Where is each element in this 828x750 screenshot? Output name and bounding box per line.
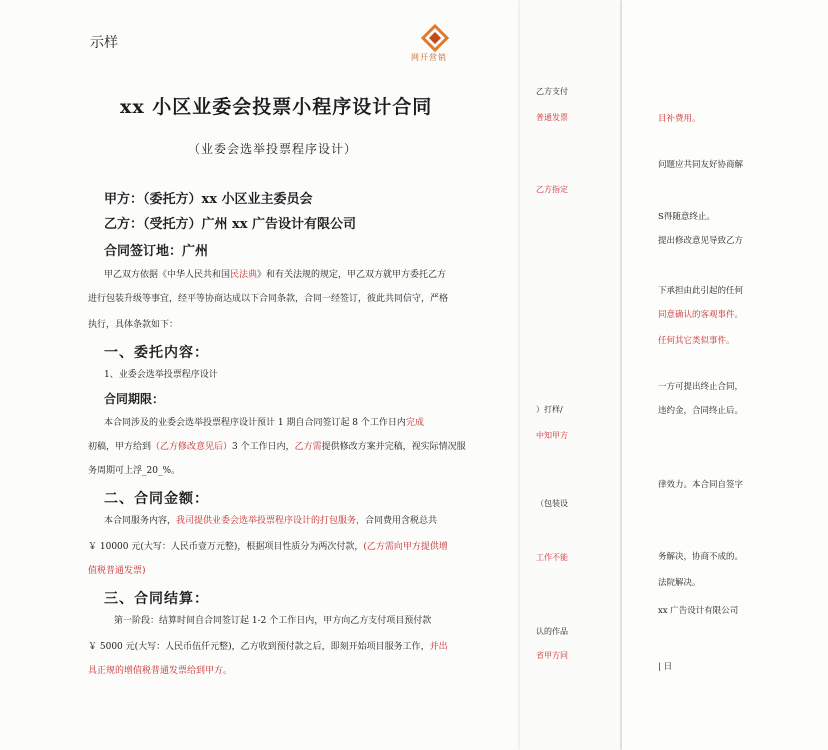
section-1-heading: 一、委托内容： (104, 345, 209, 361)
settle-line-3: 具正规的增值税普通发票给到甲方。 (88, 666, 233, 676)
amount-line-3: 值税普通发票) (88, 566, 146, 576)
fragment-text: 下承担由此引起的任何 (658, 286, 744, 296)
section-1-item: 1、业委会选举投票程序设计 (104, 370, 218, 380)
section-2-heading: 二、合同金额： (104, 491, 209, 507)
fragment-text: | 日 (658, 662, 673, 672)
fragment-text: 同意确认的客观事件。 (658, 310, 744, 320)
fragment-text: S得随意终止。 (658, 212, 715, 222)
fragment-text: 中知甲方 (536, 431, 568, 440)
settle-line-1: 第一阶段：结算时间自合同签订起 1-2 个工作日内，甲方向乙方支付项目预付款 (114, 616, 432, 626)
fragment-text: 一方可提出终止合同， (658, 382, 744, 392)
fragment-text: 工作不能 (536, 553, 568, 562)
fragment-text: 省甲方同 (536, 651, 568, 660)
fragment-text: 目补费用。 (658, 114, 701, 124)
fragment-text: 乙方支付 (536, 87, 568, 96)
fragment-text: ）打样/ (536, 405, 563, 414)
section-3-heading: 三、合同结算： (104, 591, 209, 607)
party-a: 甲方：（委托方）xx 小区业主委员会 (104, 192, 313, 207)
sample-label: 示样 (90, 35, 118, 51)
fragment-text: 律效力。本合同自签字 (658, 480, 744, 490)
period-heading: 合同期限： (104, 392, 165, 406)
intro-line-2: 进行包装升级等事宜，经平等协商达成以下合同条款，合同一经签订，彼此共同信守，严格 (88, 294, 449, 304)
settle-line-2: ￥ 5000 元(大写：人民币伍仟元整)，乙方收到预付款之后，即刻开始项目服务工作，并出 (88, 642, 448, 652)
contract-subtitle: （业委会选举投票程序设计） (188, 142, 358, 156)
fragment-text: 问题应共同友好协商解 (658, 160, 744, 170)
contract-title: xx 小区业委会投票小程序设计合同 (120, 96, 433, 118)
period-line-1: 本合同涉及的业委会选举投票程序设计预计 1 期自合同签订起 8 个工作日内完成 (104, 418, 424, 428)
fragment-text: 任何其它类似事件。 (658, 336, 735, 346)
period-line-2: 初稿，甲方给到（乙方修改意见后）3 个工作日内，乙方需提供修改方案并完稿，视实际情况服 (88, 442, 466, 452)
amount-line-1: 本合同服务内容，我司提供业委会选举投票程序设计的打包服务，合同费用含税总共 (104, 516, 438, 526)
company-logo-icon (420, 24, 450, 54)
logo-text: 网开营销 (411, 53, 447, 62)
intro-line-1: 甲乙双方依据《中华人民共和国民法典》和有关法规的规定，甲乙双方就甲方委托乙方 (104, 270, 447, 280)
fragment-text: 务解决，协商不成的。 (658, 552, 744, 562)
fragment-text: 法院解决。 (658, 578, 701, 588)
contract-page-2-fragment (520, 0, 620, 750)
contract-page-3-fragment (622, 0, 828, 750)
intro-line-3: 执行，具体条款如下： (88, 320, 179, 330)
fragment-text: 违约金，合同终止后。 (658, 406, 744, 416)
period-line-3: 务周期可上浮_20_%。 (88, 466, 181, 476)
fragment-text: （包装设 (536, 499, 568, 508)
fragment-text: 普通发票 (536, 113, 568, 122)
fragment-text: xx 广告设计有限公司 (658, 606, 739, 616)
party-b: 乙方：（受托方）广州 xx 广告设计有限公司 (104, 217, 357, 232)
fragment-text: 乙方指定 (536, 185, 568, 194)
amount-line-2: ￥ 10000 元(大写：人民币壹万元整)，根据项目性质分为两次付款，(乙方需向甲方提供增 (88, 542, 448, 552)
sign-place: 合同签订地：广州 (104, 244, 209, 259)
fragment-text: 提出修改意见导致乙方 (658, 236, 744, 246)
fragment-text: 认的作品 (536, 627, 568, 636)
